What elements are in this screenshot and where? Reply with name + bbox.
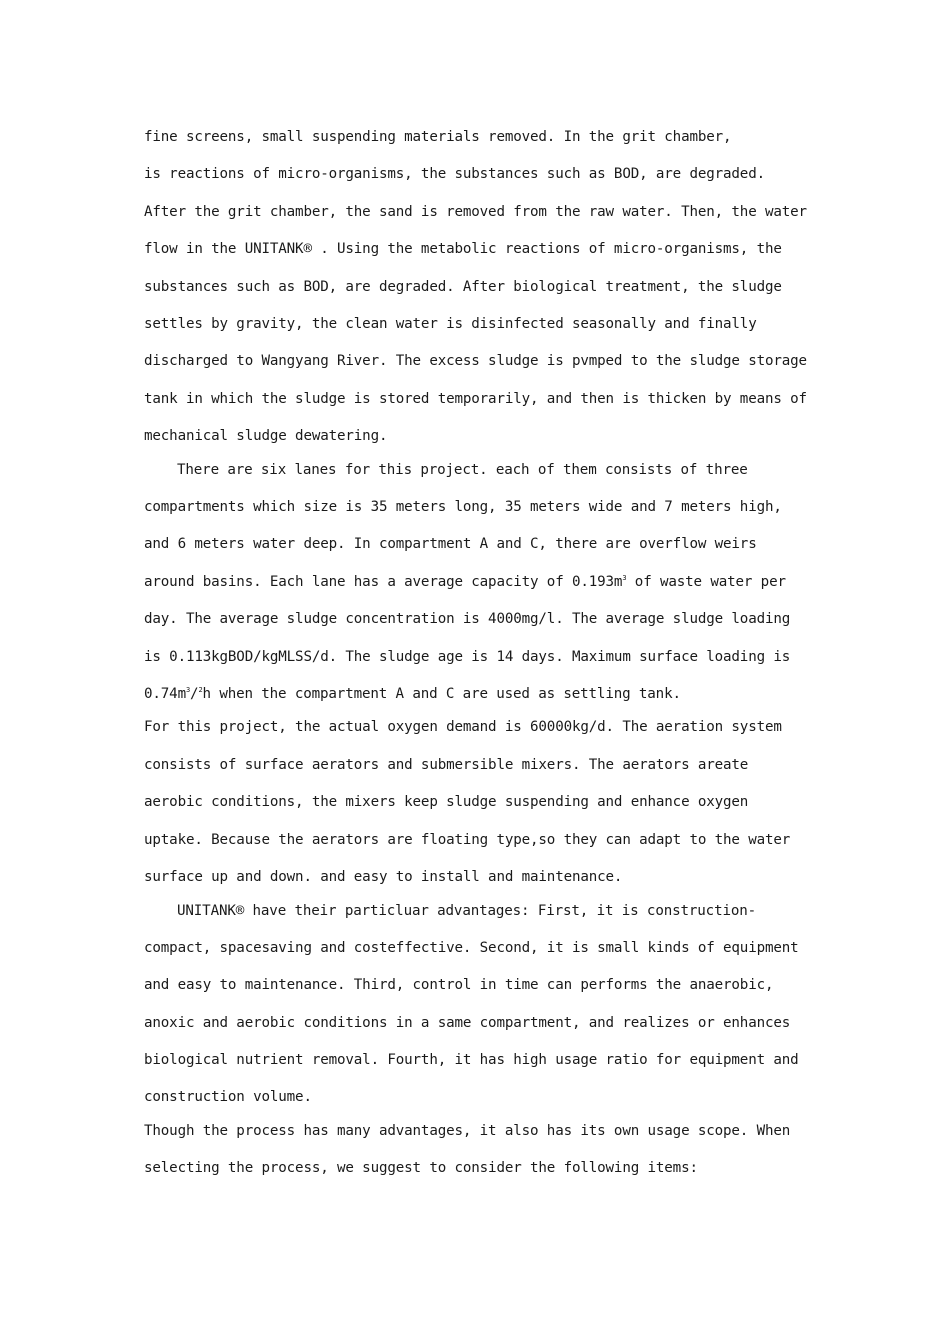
paragraph-2-line-5: day. The average sludge concentration is 4000mg/l. The average sludge loading [144, 611, 791, 628]
paragraph-3-line-1: For this project, the actual oxygen demand is 60000kg/d. The aeration system [144, 719, 782, 736]
paragraph-2-line-4 [144, 569, 824, 606]
paragraph-4-line-5: biological nutrient removal. Fourth, it has high usage ratio for equipment and [144, 1052, 799, 1069]
paragraph-5-line-2: selecting the process, we suggest to consider the following items: [144, 1160, 698, 1177]
paragraph-4-line-3: and easy to maintenance. Third, control in time can performs the anaerobic, [144, 977, 774, 994]
document-body [144, 124, 824, 1193]
paragraph-3-line-2: consists of surface aerators and submersible mixers. The aerators areate [144, 756, 749, 773]
paragraph-1-line-1: fine screens, small suspending materials removed. In the grit chamber, [144, 129, 732, 145]
paragraph-1-line-4: flow in the UNITANK® . Using the metabolic reactions of micro-organisms, the [144, 241, 782, 258]
paragraph-2-line-6: is 0.113kgBOD/kgMLSS/d. The sludge age is 14 days. Maximum surface loading is [144, 648, 791, 665]
paragraph-2-line-3: and 6 meters water deep. In compartment A and C, there are overflow weirs [144, 536, 757, 553]
paragraph-1-line-6: settles by gravity, the clean water is disinfected seasonally and finally [144, 315, 757, 332]
paragraph-1-line-9: mechanical sludge dewatering. [144, 428, 388, 445]
paragraph-1-line-7: discharged to Wangyang River. The excess sludge is pvmped to the sludge storage [144, 353, 807, 370]
paragraph-2-line-1: There are six lanes for this project. each of them consists of three [177, 461, 748, 478]
paragraph-1-line-2: is reactions of micro-organisms, the substances such as BOD, are degraded. [144, 166, 765, 183]
paragraph-2-line-7 [144, 681, 824, 715]
paragraph-2-line-4-tail: of waste water per [626, 573, 786, 590]
slash-separator: / [190, 685, 199, 702]
paragraph-2-line-2: compartments which size is 35 meters long, 35 meters wide and 7 meters high, [144, 499, 782, 516]
paragraph-4-line-4: anoxic and aerobic conditions in a same compartment, and realizes or enhances [144, 1014, 791, 1031]
paragraph-3-line-3: aerobic conditions, the mixers keep sludge suspending and enhance oxygen [144, 794, 749, 811]
paragraph-4-line-1: UNITANK® have their particluar advantages: First, it is construction- [177, 902, 757, 919]
cubic-superscript: 3 [622, 573, 627, 582]
paragraph-3-line-4: uptake. Because the aerators are floating type,so they can adapt to the water [144, 831, 791, 848]
paragraph-1-line-8: tank in which the sludge is stored temporarily, and then is thicken by means of [144, 390, 807, 407]
paragraph-2-line-7-head: 0.74m [144, 685, 186, 702]
square-superscript: 2 [198, 685, 203, 694]
paragraph-3-line-5: surface up and down. and easy to install and maintenance. [144, 869, 623, 886]
paragraph-1-line-3: After the grit chamber, the sand is removed from the raw water. Then, the water [144, 203, 807, 220]
cubic-superscript: 3 [185, 685, 191, 694]
paragraph-5-line-1: Though the process has many advantages, it also has its own usage scope. When [144, 1122, 791, 1139]
paragraph-4-line-2: compact, spacesaving and costeffective. Second, it is small kinds of equipment [144, 939, 799, 956]
paragraph-4-line-6: construction volume. [144, 1089, 312, 1106]
paragraph-1-line-5: substances such as BOD, are degraded. After biological treatment, the sludge [144, 278, 782, 295]
paragraph-2-line-4-head: around basins. Each lane has a average capacity of 0.193m [144, 573, 623, 590]
paragraph-2-line-7-tail: h when the compartment A and C are used as settling tank. [202, 685, 681, 702]
